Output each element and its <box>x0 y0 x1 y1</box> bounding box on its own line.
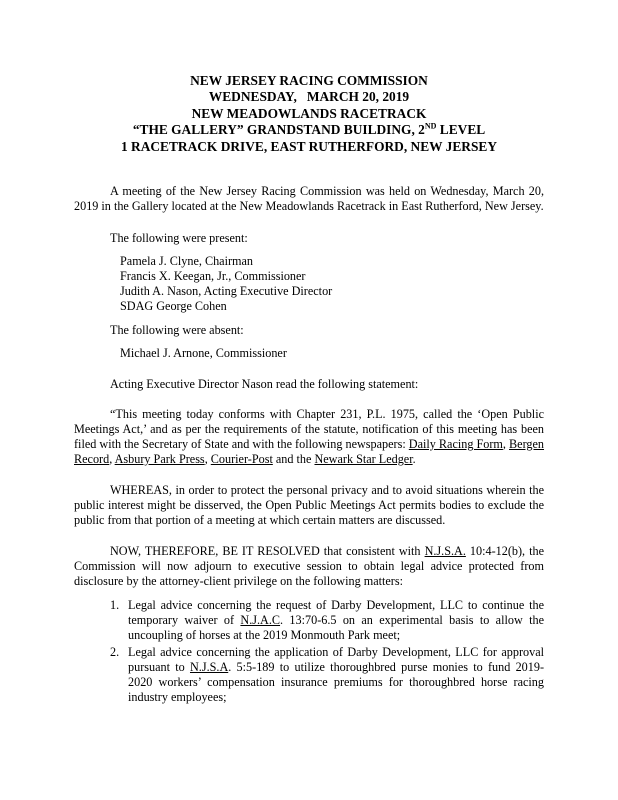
present-list <box>120 254 332 314</box>
resolved-paragraph: NOW, THEREFORE, BE IT RESOLVED that consistent with N.J.S.A. 10:4-12(b), the Commission will now adjourn to executive session to obtain legal advice protected from disclosure by the attorney-client privilege on the following matters: <box>74 544 544 588</box>
absent-list <box>120 346 287 361</box>
document-header <box>0 73 618 155</box>
header-date: WEDNESDAY, MARCH 20, 2019 <box>208 89 410 105</box>
present-member: Francis X. Keegan, Jr., Commissioner <box>120 269 306 283</box>
list-item <box>110 598 544 643</box>
list-item-number: 1. <box>110 598 120 612</box>
intro-paragraph: A meeting of the New Jersey Racing Commission was held on Wednesday, March 20, 2019 in the Gallery located at the New Meadowlands Racetrack in East Rutherford, New Jersey. <box>74 184 544 213</box>
list-item-text: Legal advice concerning the request of Darby Development, LLC to continue the temporary waiver of N.J.A.C. 13:70-6.5 on an experimental basis to allow the uncoupling of horses at the 2019 Monmouth Park meet; <box>128 598 544 642</box>
present-label: The following were present: <box>110 231 248 245</box>
statute-reference: N.J.S.A. <box>424 544 466 558</box>
newspaper-link: Courier-Post <box>210 452 273 466</box>
whereas-paragraph: WHEREAS, in order to protect the personal privacy and to avoid situations wherein the public interest might be disserved, the Open Public Meetings Act permits bodies to exclude the public from that portion of a meeting at which certain matters are discussed. <box>74 483 544 527</box>
newspaper-link: Newark Star Ledger <box>314 452 413 466</box>
present-member: SDAG George Cohen <box>120 299 227 313</box>
newspaper-link: Asbury Park Press <box>114 452 205 466</box>
statute-reference: N.J.S.A <box>189 660 229 674</box>
present-member: Judith A. Nason, Acting Executive Director <box>120 284 333 298</box>
present-member: Pamela J. Clyne, Chairman <box>120 254 254 268</box>
newspaper-link: Bergen Record <box>74 437 545 466</box>
absent-member: Michael J. Arnone, Commissioner <box>120 346 287 360</box>
statement-intro: Acting Executive Director Nason read the following statement: <box>110 377 419 391</box>
list-item-text: Legal advice concerning the application of Darby Development, LLC for approval pursuant to N.J.S.A. 5:5-189 to utilize thoroughbred purse monies to fund 2019-2020 workers’ compensation insurance premiums for thoroughbred horse racing industry employees; <box>128 645 545 704</box>
list-item-number: 2. <box>110 645 120 659</box>
header-venue: NEW MEADOWLANDS RACETRACK <box>191 105 427 121</box>
newspaper-link: Daily Racing Form <box>408 437 503 451</box>
header-commission: NEW JERSEY RACING COMMISSION <box>190 73 428 88</box>
header-building: “THE GALLERY” GRANDSTAND BUILDING, 2ND LEVEL <box>132 121 486 138</box>
absent-label: The following were absent: <box>110 323 244 337</box>
list-item <box>110 645 544 705</box>
statement-paragraph: “This meeting today conforms with Chapter 231, P.L. 1975, called the ‘Open Public Meetings Act,’ and as per the requirements of the statute, notification of this meeting has been filed with the Secretary of State and with the following newspapers: Daily Racing Form, Bergen Record, Asbury Park Press, Courier-Post and the Newark Star Ledger. <box>74 407 545 466</box>
header-address: 1 RACETRACK DRIVE, EAST RUTHERFORD, NEW JERSEY <box>121 138 497 154</box>
regulation-reference: N.J.A.C <box>240 613 281 627</box>
